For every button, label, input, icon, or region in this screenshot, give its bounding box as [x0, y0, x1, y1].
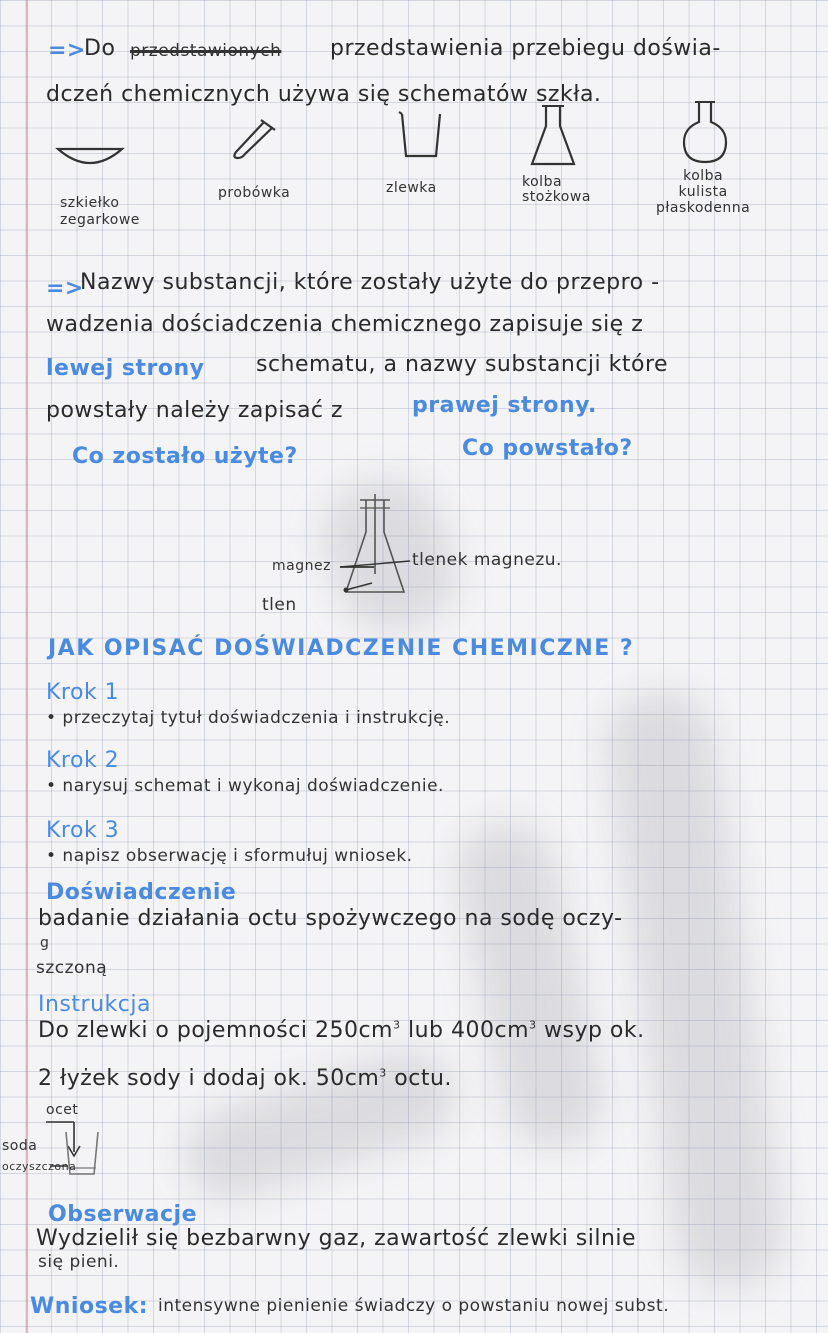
- notebook-margin-line: [26, 0, 28, 1333]
- conical-flask-icon: [528, 102, 578, 172]
- intro-line1-pre: Do: [84, 36, 116, 61]
- observations-line2: się pieni.: [38, 1252, 120, 1272]
- diagram1-label-oxygen: tlen: [262, 595, 297, 615]
- substances-arrow: =>: [46, 276, 84, 301]
- instruction-line2-post: octu.: [386, 1066, 452, 1091]
- shadow-overlay: [599, 685, 791, 1294]
- substances-line1: Nazwy substancji, które zostały użyte do przepro -: [80, 270, 660, 295]
- instruction-line1-post: wsyp ok.: [536, 1018, 645, 1043]
- step3-text: • napisz obserwację i sformułuj wniosek.: [46, 846, 413, 866]
- conclusion-heading: Wniosek:: [30, 1294, 149, 1319]
- label-conical-flask: kolba stożkowa: [522, 174, 591, 205]
- instruction-line1: [38, 1018, 645, 1043]
- watch-glass-icon: [55, 145, 125, 175]
- substances-line3-rest: schematu, a nazwy substancji które: [256, 352, 669, 377]
- label-watch-glass: szkiełko zegarkowe: [60, 195, 140, 228]
- left-side-highlight: lewej strony: [46, 356, 205, 381]
- experiment-heading: Doświadczenie: [46, 880, 237, 905]
- section-title: JAK OPISAĆ DOŚWIADCZENIE CHEMICZNE ?: [48, 636, 635, 661]
- intro-line2: dczeń chemicznych używa się schematów szkła.: [46, 82, 602, 107]
- step3-heading: Krok 3: [46, 818, 120, 843]
- step1-heading: Krok 1: [46, 680, 120, 705]
- experiment-line2: szczoną: [36, 958, 108, 978]
- intro-line1-post: przedstawienia przebiegu doświa-: [330, 36, 721, 61]
- diagram2-label-purified: oczyszczona: [2, 1160, 77, 1173]
- cubic-exponent: 3: [392, 1018, 401, 1032]
- step2-heading: Krok 2: [46, 748, 120, 773]
- experiment-mark: g: [40, 935, 50, 951]
- right-side-highlight: prawej strony.: [412, 393, 597, 418]
- observations-heading: Obserwacje: [48, 1202, 197, 1227]
- experiment-line1: badanie działania octu spożywczego na sodę oczy-: [38, 906, 623, 931]
- instruction-line2-pre: 2 łyżek sody i dodaj ok. 50cm: [38, 1066, 380, 1091]
- shadow-overlay: [173, 1039, 467, 1211]
- instruction-line1-mid: lub 400cm: [400, 1018, 529, 1043]
- cubic-exponent: 3: [529, 1018, 537, 1032]
- diagram1-label-magnesium: magnez: [272, 558, 331, 574]
- instruction-line1-pre: Do zlewki o pojemności 250cm: [38, 1018, 393, 1043]
- intro-struck-word: przedstawionych: [130, 41, 282, 61]
- diagram2-label-vinegar: ocet: [46, 1102, 79, 1118]
- instruction-heading: Instrukcja: [38, 992, 151, 1017]
- shadow-overlay: [447, 813, 613, 1157]
- diagram2-label-soda: soda: [2, 1138, 38, 1154]
- substances-line2: wadzenia dościadczenia chemicznego zapisuje się z: [46, 312, 644, 337]
- label-test-tube: probówka: [218, 185, 291, 201]
- step2-text: • narysuj schemat i wykonaj doświadczenie.: [46, 776, 444, 796]
- cubic-exponent: 3: [379, 1066, 387, 1080]
- step1-text: • przeczytaj tytuł doświadczenia i instrukcję.: [46, 708, 451, 728]
- diagram1-label-product: tlenek magnezu.: [412, 550, 562, 570]
- test-tube-icon: [228, 118, 278, 163]
- question-used: Co zostało użyte?: [72, 444, 298, 469]
- observations-line1: Wydzielił się bezbarwny gaz, zawartość zlewki silnie: [36, 1226, 637, 1251]
- substances-line4-pre: powstały należy zapisać z: [46, 398, 344, 423]
- beaker-icon: [398, 110, 444, 162]
- conclusion-text: intensywne pienienie świadczy o powstaniu nowej subst.: [158, 1296, 670, 1316]
- label-beaker: zlewka: [386, 180, 437, 196]
- intro-arrow: =>: [48, 38, 86, 63]
- label-round-flask: kolba kulista płaskodenna: [656, 168, 751, 216]
- round-flask-icon: [680, 98, 730, 168]
- question-produced: Co powstało?: [462, 436, 633, 461]
- instruction-line2: [38, 1066, 452, 1091]
